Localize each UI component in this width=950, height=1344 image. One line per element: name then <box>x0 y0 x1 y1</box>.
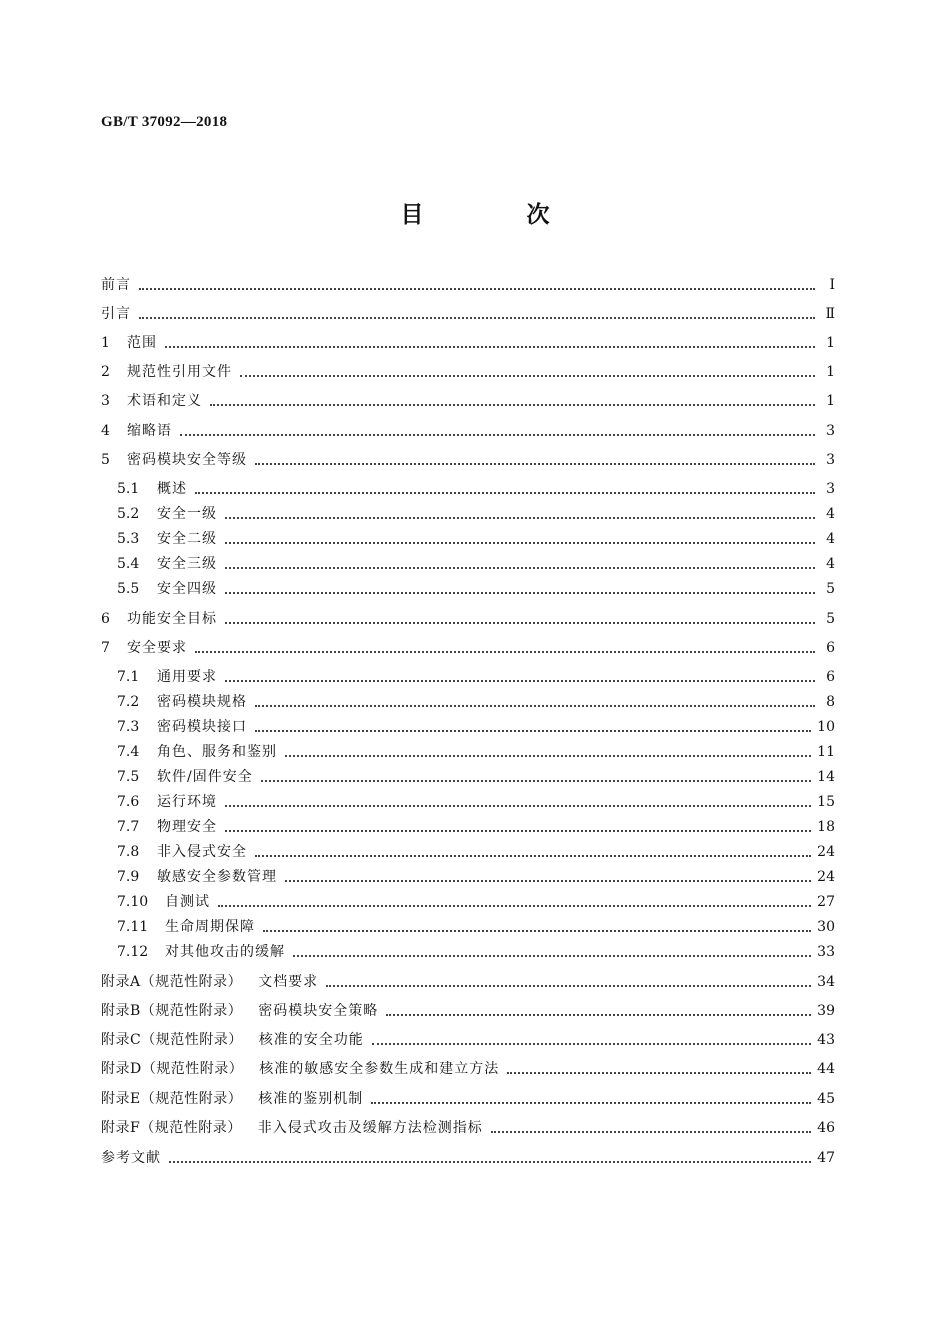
toc-entry-label: 核准的敏感安全参数生成和建立方法 <box>259 1061 500 1077</box>
toc-entry-label: 术语和定义 <box>127 393 202 409</box>
toc-entry[interactable] <box>101 1148 835 1168</box>
toc-entry-number: 7.9 <box>117 869 140 885</box>
toc-entry-label: 角色、服务和鉴别 <box>157 744 277 760</box>
dot-leader <box>210 404 815 406</box>
toc-page-number: 18 <box>817 819 835 835</box>
toc-entry-label: 安全二级 <box>157 531 217 547</box>
toc-page-number: Ⅱ <box>825 306 835 322</box>
toc-entry-number: 7.6 <box>117 794 140 810</box>
toc-entry[interactable] <box>101 362 835 382</box>
dot-leader <box>169 1161 811 1163</box>
toc-entry-number: 7.1 <box>117 669 140 685</box>
toc-entry[interactable] <box>101 391 835 411</box>
toc-entry-label: 密码模块规格 <box>157 694 247 710</box>
toc-entry-label: 核准的安全功能 <box>258 1032 364 1048</box>
toc-entry[interactable] <box>117 742 835 762</box>
dot-leader <box>225 542 815 544</box>
toc-entry[interactable] <box>101 609 835 629</box>
toc-page-number: 6 <box>826 669 835 685</box>
toc-entry[interactable] <box>101 275 835 295</box>
dot-leader <box>255 705 815 707</box>
toc-entry-label: 非入侵式安全 <box>157 844 247 860</box>
toc-entry-number: 7.10 <box>117 894 149 910</box>
toc-annex-prefix: 附录B（规范性附录） <box>101 1003 243 1019</box>
toc-entry[interactable] <box>101 333 835 353</box>
toc-entry-label: 通用要求 <box>157 669 217 685</box>
toc-page-number: 24 <box>817 844 835 860</box>
toc-entry[interactable] <box>101 972 835 992</box>
dot-leader <box>240 375 815 377</box>
toc-page-number: 6 <box>826 640 835 656</box>
toc-page-number: 45 <box>817 1091 835 1107</box>
toc-entry-number: 1 <box>101 335 110 351</box>
dot-leader <box>195 492 815 494</box>
toc-entry-label: 安全一级 <box>157 506 217 522</box>
toc-entry-label: 文档要求 <box>258 974 319 990</box>
toc-page-number: 46 <box>817 1120 835 1136</box>
toc-entry-number: 5.2 <box>117 506 140 522</box>
toc-entry-number: 2 <box>101 364 110 380</box>
dot-leader <box>255 855 811 857</box>
toc-page-number: 24 <box>817 869 835 885</box>
toc-entry[interactable] <box>117 867 835 887</box>
toc-entry[interactable] <box>101 638 835 658</box>
dot-leader <box>386 1014 811 1016</box>
toc-entry-label: 参考文献 <box>101 1150 161 1166</box>
dot-leader <box>507 1072 811 1074</box>
toc-entry[interactable] <box>101 1089 835 1109</box>
toc-entry-label: 引言 <box>101 306 131 322</box>
dot-leader <box>255 730 811 732</box>
dot-leader <box>491 1131 811 1133</box>
dot-leader <box>218 905 811 907</box>
toc-entry-number: 3 <box>101 393 110 409</box>
toc-page-number: 34 <box>817 974 835 990</box>
toc-entry-label: 密码模块接口 <box>157 719 247 735</box>
toc-page-number: 1 <box>826 335 835 351</box>
dot-leader <box>225 517 815 519</box>
toc-entry-number: 7.2 <box>117 694 140 710</box>
dot-leader <box>139 288 815 290</box>
toc-entry[interactable] <box>117 667 835 687</box>
dot-leader <box>371 1102 811 1104</box>
dot-leader <box>195 651 815 653</box>
toc-page-number: 14 <box>817 769 835 785</box>
toc-entry[interactable] <box>117 692 835 712</box>
toc-entry-number: 5.5 <box>117 581 140 597</box>
toc-entry-label: 自测试 <box>165 894 210 910</box>
toc-entry-label: 对其他攻击的缓解 <box>165 944 285 960</box>
toc-entry[interactable] <box>117 529 835 549</box>
toc-entry-label: 物理安全 <box>157 819 217 835</box>
toc-entry-number: 5.1 <box>117 481 140 497</box>
toc-entry-number: 7.7 <box>117 819 140 835</box>
dot-leader <box>293 955 811 957</box>
toc-entry-label: 密码模块安全等级 <box>127 452 247 468</box>
toc-entry-number: 5 <box>101 452 110 468</box>
toc-page-number: 1 <box>826 364 835 380</box>
toc-entry-number: 4 <box>101 423 110 439</box>
toc-entry[interactable] <box>117 817 835 837</box>
toc-entry-label: 范围 <box>127 335 157 351</box>
toc-entry[interactable] <box>101 450 835 470</box>
toc-page-number: 3 <box>826 481 835 497</box>
toc-entry-label: 安全要求 <box>127 640 187 656</box>
toc-page-number: 11 <box>817 744 835 760</box>
toc-page-number: 3 <box>826 423 835 439</box>
toc-entry[interactable] <box>117 942 835 962</box>
toc-entry-label: 缩略语 <box>127 423 172 439</box>
toc-annex-prefix: 附录D（规范性附录） <box>101 1061 244 1077</box>
toc-entry-label: 运行环境 <box>157 794 217 810</box>
toc-entry[interactable] <box>101 1059 835 1079</box>
toc-page-number: 15 <box>817 794 835 810</box>
toc-entry-label: 规范性引用文件 <box>127 364 232 380</box>
toc-entry[interactable] <box>117 579 835 599</box>
toc-entry[interactable] <box>117 767 835 787</box>
toc-entry[interactable] <box>101 421 835 441</box>
toc-annex-prefix: 附录A（规范性附录） <box>101 974 243 990</box>
toc-entry-label: 核准的鉴别机制 <box>258 1091 364 1107</box>
toc-entry-label: 安全四级 <box>157 581 217 597</box>
toc-page-number: 10 <box>817 719 835 735</box>
toc-entry[interactable] <box>101 1001 835 1021</box>
toc-entry[interactable] <box>101 1030 835 1050</box>
table-of-contents <box>101 0 835 1344</box>
toc-page-number: 43 <box>817 1032 835 1048</box>
toc-page-number: 44 <box>817 1061 835 1077</box>
toc-entry-label: 概述 <box>157 481 187 497</box>
toc-entry-number: 5.3 <box>117 531 140 547</box>
toc-entry-number: 7.12 <box>117 944 149 960</box>
toc-entry-number: 7.11 <box>117 919 149 935</box>
toc-page-number: 5 <box>826 581 835 597</box>
toc-page-number: 27 <box>817 894 835 910</box>
dot-leader <box>225 680 815 682</box>
toc-entry-label: 敏感安全参数管理 <box>157 869 277 885</box>
toc-title: 目 次 <box>400 202 590 228</box>
toc-entry-number: 7.3 <box>117 719 140 735</box>
toc-page-number: 30 <box>817 919 835 935</box>
toc-entry[interactable] <box>117 717 835 737</box>
toc-page-number: 5 <box>826 611 835 627</box>
dot-leader <box>326 985 811 987</box>
toc-page-number: 4 <box>826 506 835 522</box>
toc-annex-prefix: 附录E（规范性附录） <box>101 1091 243 1107</box>
dot-leader <box>225 622 815 624</box>
dot-leader <box>225 592 815 594</box>
dot-leader <box>139 317 815 319</box>
toc-entry-label: 功能安全目标 <box>127 611 217 627</box>
toc-entry[interactable] <box>117 892 835 912</box>
toc-entry-number: 7.8 <box>117 844 140 860</box>
toc-page-number: 39 <box>817 1003 835 1019</box>
toc-page-number: 4 <box>826 531 835 547</box>
dot-leader <box>263 930 811 932</box>
dot-leader <box>225 830 811 832</box>
toc-entry-label: 密码模块安全策略 <box>258 1003 379 1019</box>
toc-entry-number: 7.4 <box>117 744 140 760</box>
dot-leader <box>255 463 815 465</box>
toc-entry-label: 前言 <box>101 277 131 293</box>
toc-entry-label: 生命周期保障 <box>165 919 255 935</box>
dot-leader <box>225 567 815 569</box>
toc-entry-label: 软件/固件安全 <box>157 769 253 785</box>
toc-page-number: 1 <box>826 393 835 409</box>
dot-leader <box>372 1043 811 1045</box>
toc-entry-number: 7.5 <box>117 769 140 785</box>
toc-page-number: 4 <box>826 556 835 572</box>
toc-entry[interactable] <box>117 917 835 937</box>
toc-entry-label: 非入侵式攻击及缓解方法检测指标 <box>257 1120 483 1136</box>
toc-entry[interactable] <box>117 504 835 524</box>
dot-leader <box>225 805 811 807</box>
document-code: GB/T 37092—2018 <box>101 114 228 130</box>
dot-leader <box>285 755 811 757</box>
toc-entry-number: 5.4 <box>117 556 140 572</box>
toc-page-number: 3 <box>826 452 835 468</box>
dot-leader <box>285 880 811 882</box>
toc-entry[interactable] <box>117 842 835 862</box>
toc-entry[interactable] <box>101 1118 835 1138</box>
toc-entry[interactable] <box>117 554 835 574</box>
dot-leader <box>180 434 815 436</box>
toc-entry[interactable] <box>101 304 835 324</box>
toc-page-number: 33 <box>817 944 835 960</box>
toc-entry-label: 安全三级 <box>157 556 217 572</box>
toc-annex-prefix: 附录C（规范性附录） <box>101 1032 243 1048</box>
dot-leader <box>165 346 815 348</box>
toc-entry-number: 7 <box>101 640 110 656</box>
toc-page-number: 47 <box>817 1150 835 1166</box>
toc-page-number: Ⅰ <box>829 277 835 293</box>
dot-leader <box>261 780 811 782</box>
toc-entry-number: 6 <box>101 611 110 627</box>
toc-entry[interactable] <box>117 792 835 812</box>
toc-page-number: 8 <box>826 694 835 710</box>
toc-entry[interactable] <box>117 479 835 499</box>
toc-annex-prefix: 附录F（规范性附录） <box>101 1120 242 1136</box>
